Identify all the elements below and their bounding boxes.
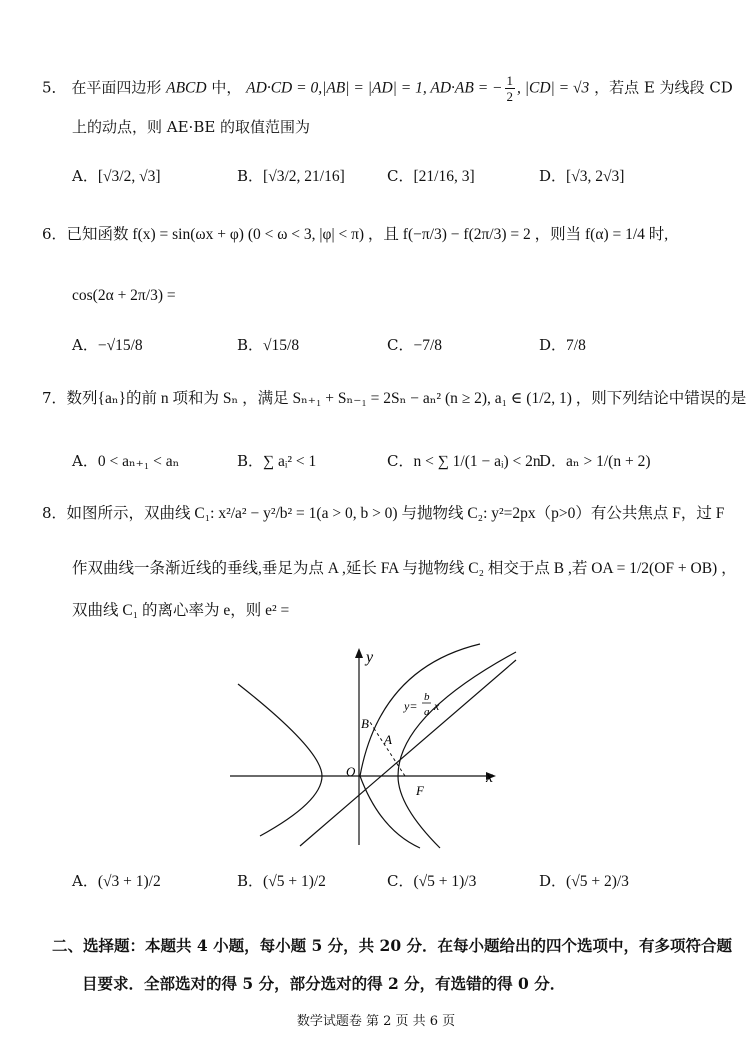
q7-stem: 数列{aₙ}的前 n 项和为 Sₙ ，满足 Sₙ₊₁ + Sₙ₋₁ = 2Sₙ − aₙ² (n ≥ 2), a₁ ∈ (1/2, 1) ，则下列结论中错误的是 (66, 390, 747, 407)
asymptote-label-y: y= (404, 699, 418, 713)
q5-option-a: A．[√3/2, √3] (72, 167, 161, 185)
hyperbola-right-branch (398, 652, 516, 848)
q6-option-d: D．7/8 (539, 336, 586, 354)
q5-intro: 在平面四边形 (71, 78, 162, 97)
page-footer: 数学试题卷 第 2 页 共 6 页 (296, 1014, 456, 1029)
q5-option-d: D．[√3, 2√3] (539, 167, 625, 185)
q5-quad-name: ABCD (166, 79, 207, 97)
q5-in: 中， (211, 78, 242, 97)
q8-option-b: B．(√5 + 1)/2 (237, 872, 326, 890)
q7-option-d: D．aₙ > 1/(n + 2) (539, 452, 651, 470)
q6-text-line2: cos(2α + 2π/3) = (72, 287, 176, 304)
q5-condition-1: AD·CD = 0,|AB| = |AD| = 1, AD·AB = − (246, 79, 503, 97)
q8-options (72, 862, 712, 902)
q7-option-c: C．n < ∑ 1/(1 − aᵢ) < 2n (387, 452, 541, 470)
x-axis-label: x (486, 769, 494, 786)
asymptote-label-x: x (434, 699, 440, 713)
q6-stem: 已知函数 f(x) = sin(ωx + φ) (0 < ω < 3, |φ| < π) ，且 f(−π/3) − f(2π/3) = 2 ，则当 f(α) = 1/4 时, (66, 226, 669, 243)
parabola (360, 644, 480, 848)
q5-line1-end: ，若点 E 为线段 CD (594, 78, 733, 97)
point-b-label: B (361, 716, 369, 731)
asymptote-label-b: b (424, 691, 430, 703)
q7-number: 7． (42, 389, 67, 407)
hyperbola-parabola-figure (230, 640, 520, 850)
q7-options (72, 440, 712, 480)
q8-text-line1 (42, 503, 724, 524)
asymptote-label-a: a (424, 706, 430, 718)
q8-text-line2: 作双曲线一条渐近线的垂线,垂足为点 A ,延长 FA 与抛物线 C₂ 相交于点 B ,若 OA = 1/2(OF + OB) ， (72, 560, 737, 577)
q5-half-fraction: $\frac{1}{2}$ (506, 73, 513, 104)
q6-options (72, 322, 712, 362)
hyperbola-left-branch (238, 684, 322, 836)
q5-option-c: C．[21/16, 3] (387, 167, 475, 185)
q5-number: 5． (42, 78, 67, 97)
q6-option-a: A．−√15/8 (72, 336, 143, 354)
section-two-heading-line1: 二、选择题：本题共 4 小题，每小题 5 分，共 20 分．在每小题给出的四个选项中，有多项符合题 (52, 936, 733, 955)
q5-text-line1 (42, 73, 733, 104)
origin-label: O (346, 764, 356, 779)
q8-text-line3: 双曲线 C₁ 的离心率为 e，则 e² = (72, 602, 290, 619)
asymptote-line (300, 660, 516, 846)
q6-number: 6． (42, 225, 67, 243)
q7-option-b: B．∑ aᵢ² < 1 (237, 452, 317, 470)
q5-text-line2: 上的动点，则 AE·BE 的取值范围为 (72, 118, 311, 136)
q8-option-a: A．(√3 + 1)/2 (72, 872, 161, 890)
point-a-label: A (384, 732, 392, 747)
q8-option-c: C．(√5 + 1)/3 (387, 872, 477, 890)
q5-options (72, 155, 712, 195)
q8-number: 8． (42, 504, 67, 522)
q5-condition-2: , |CD| = √3 (517, 79, 590, 97)
q6-option-b: B．√15/8 (237, 336, 300, 354)
y-axis-label: y (366, 649, 374, 666)
q8-stem-1: 如图所示，双曲线 C₁: x²/a² − y²/b² = 1(a > 0, b > 0) 与抛物线 C₂: y²=2px（p>0）有公共焦点 F，过 F (66, 505, 725, 522)
q6-option-c: C．−7/8 (387, 336, 443, 354)
section-two-heading-line2: 目要求．全部选对的得 5 分，部分选对的得 2 分，有选错的得 0 分． (82, 974, 566, 993)
extension-ab (370, 722, 375, 730)
focus-f-label: F (416, 783, 424, 798)
q7-option-a: A．0 < aₙ₊₁ < aₙ (72, 452, 180, 470)
q7-text-line1 (42, 388, 746, 409)
y-axis-arrow (355, 648, 363, 658)
q5-option-b: B．[√3/2, 21/16] (237, 167, 345, 185)
q8-option-d: D．(√5 + 2)/3 (539, 872, 629, 890)
q6-text-line1 (42, 224, 668, 245)
